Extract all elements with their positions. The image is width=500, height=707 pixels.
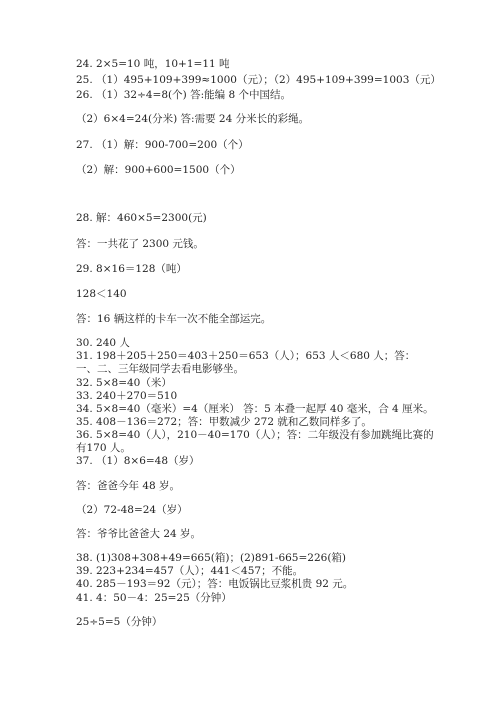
answer-28-conclusion: 答：一共花了 2300 元钱。: [76, 238, 204, 250]
answer-36: 36. 5×8=40（人），210－40=170（人）；答：二年级没有参加跳绳比赛的有170 人。: [76, 429, 434, 454]
answer-41: 41. 4：50－4：25=25（分钟）: [76, 592, 232, 604]
answer-38: 38. (1)308+308+49=665(箱)；(2)891-665=226(箱): [76, 552, 347, 564]
answer-39: 39. 223+234=457（人）；441＜457；不能。: [76, 565, 304, 577]
answer-31: 31. 198＋205＋250＝403＋250＝653（人）；653 人＜680 人；答：一、二、三年级同学去看电影够坐。: [76, 350, 416, 375]
answer-29-comparison: 128＜140: [76, 288, 127, 300]
answer-29: 29. 8×16＝128（吨）: [76, 263, 187, 275]
answer-24: 24. 2×5=10 吨，10+1=11 吨: [76, 58, 230, 70]
answer-27-part1: 27. （1）解：900-700=200（个）: [76, 139, 249, 151]
answer-37-conclusion2: 答：爷爷比爸爸大 24 岁。: [76, 528, 202, 540]
answer-29-conclusion: 答：16 辆这样的卡车一次不能全部运完。: [76, 313, 272, 325]
answer-32: 32. 5×8=40（米）: [76, 377, 172, 389]
answer-37-conclusion1: 答：爸爸今年 48 岁。: [76, 480, 181, 492]
answer-33: 33. 240＋270＝510: [76, 390, 178, 402]
answer-25: 25. （1）495+109+399≈1000（元）；（2）495+109+399=1003（元）: [76, 74, 441, 86]
answer-28: 28. 解：460×5=2300(元): [76, 212, 207, 224]
answer-37-part2: （2）72-48=24（岁）: [76, 504, 188, 516]
answer-26-part1: 26. （1）32÷4=8(个) 答:能编 8 个中国结。: [76, 89, 291, 101]
answer-26-part2: （2）6×4=24(分米) 答:需要 24 分米长的彩绳。: [76, 113, 310, 125]
answer-37-part1: 37. （1）8×6=48（岁）: [76, 455, 200, 467]
answer-40: 40. 285－193＝92（元）；答：电饭锅比豆浆机贵 92 元。: [76, 578, 354, 590]
answer-27-part2: （2）解：900+600=1500（个）: [76, 164, 241, 176]
answer-35: 35. 408－136＝272；答：甲数减少 272 就和乙数同样多了。: [76, 416, 372, 428]
answer-30: 30. 240 人: [76, 337, 130, 349]
answer-41-step2: 25÷5=5（分钟）: [76, 616, 163, 628]
answer-34: 34. 5×8=40（毫米）=4（厘米） 答：5 本叠一起厚 40 毫米，合 4 厘米。: [76, 403, 434, 415]
